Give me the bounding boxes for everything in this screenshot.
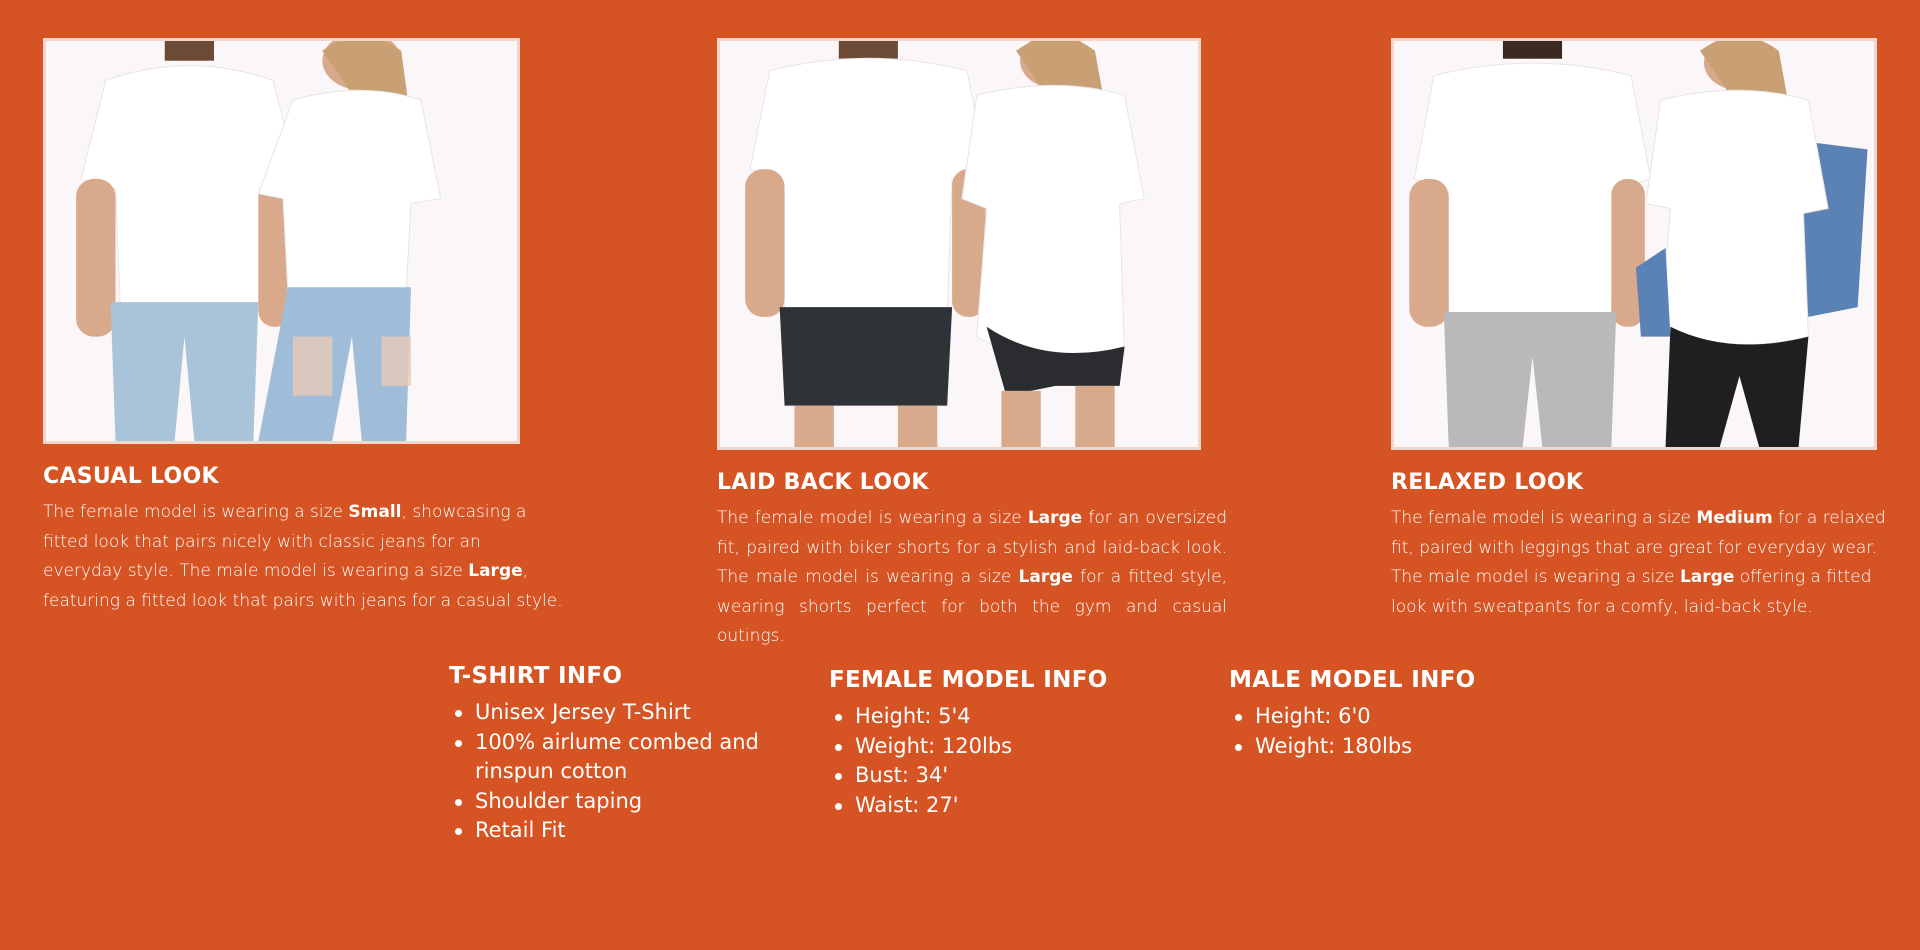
look-title: CASUAL LOOK: [43, 464, 219, 489]
look-casual: [43, 38, 563, 616]
list-item: Waist: 27': [855, 791, 1159, 821]
photo-illustration: [1394, 41, 1874, 447]
female-model-info: [829, 666, 1159, 820]
tshirt-info: [449, 662, 789, 846]
look-title: RELAXED LOOK: [1391, 470, 1584, 495]
look-laid-back: [717, 38, 1227, 652]
look-title: LAID BACK LOOK: [717, 470, 929, 495]
info-title: FEMALE MODEL INFO: [829, 667, 1108, 693]
list-item: Height: 5'4: [855, 702, 1159, 732]
tshirt-info-list: [449, 698, 789, 846]
list-item: Retail Fit: [475, 816, 789, 846]
look-photo-casual: [43, 38, 520, 444]
male-info-list: [1229, 702, 1559, 761]
list-item: Unisex Jersey T-Shirt: [475, 698, 789, 728]
list-item: Weight: 180lbs: [1255, 732, 1559, 762]
list-item: Height: 6'0: [1255, 702, 1559, 732]
info-title: T-SHIRT INFO: [449, 663, 623, 689]
list-item: 100% airlume combed and rinspun cotton: [475, 728, 789, 787]
info-title: MALE MODEL INFO: [1229, 667, 1476, 693]
list-item: Weight: 120lbs: [855, 732, 1159, 762]
look-relaxed: [1391, 38, 1891, 622]
photo-illustration: [720, 41, 1198, 447]
look-description: The female model is wearing a size Medium for a relaxed fit, paired with leggings that are great for everyday wear. The male model is wearing a size Large offering a fitted look with sweatpants for a comfy, laid-back style.: [1391, 508, 1886, 617]
list-item: Shoulder taping: [475, 787, 789, 817]
photo-illustration: [46, 41, 517, 441]
female-info-list: [829, 702, 1159, 820]
look-description: The female model is wearing a size Large for an oversized fit, paired with biker shorts for a stylish and laid-back look. The male model is wearing a size Large for a fitted style, wearing shorts perfect for both the gym and casual outings.: [717, 508, 1227, 646]
look-photo-relaxed: [1391, 38, 1877, 450]
look-description: The female model is wearing a size Small, showcasing a fitted look that pairs nicely with classic jeans for an everyday style. The male model is wearing a size Large, featuring a fitted look that pairs with jeans for a casual style.: [43, 502, 563, 611]
male-model-info: [1229, 666, 1559, 761]
list-item: Bust: 34': [855, 761, 1159, 791]
look-photo-laid-back: [717, 38, 1201, 450]
